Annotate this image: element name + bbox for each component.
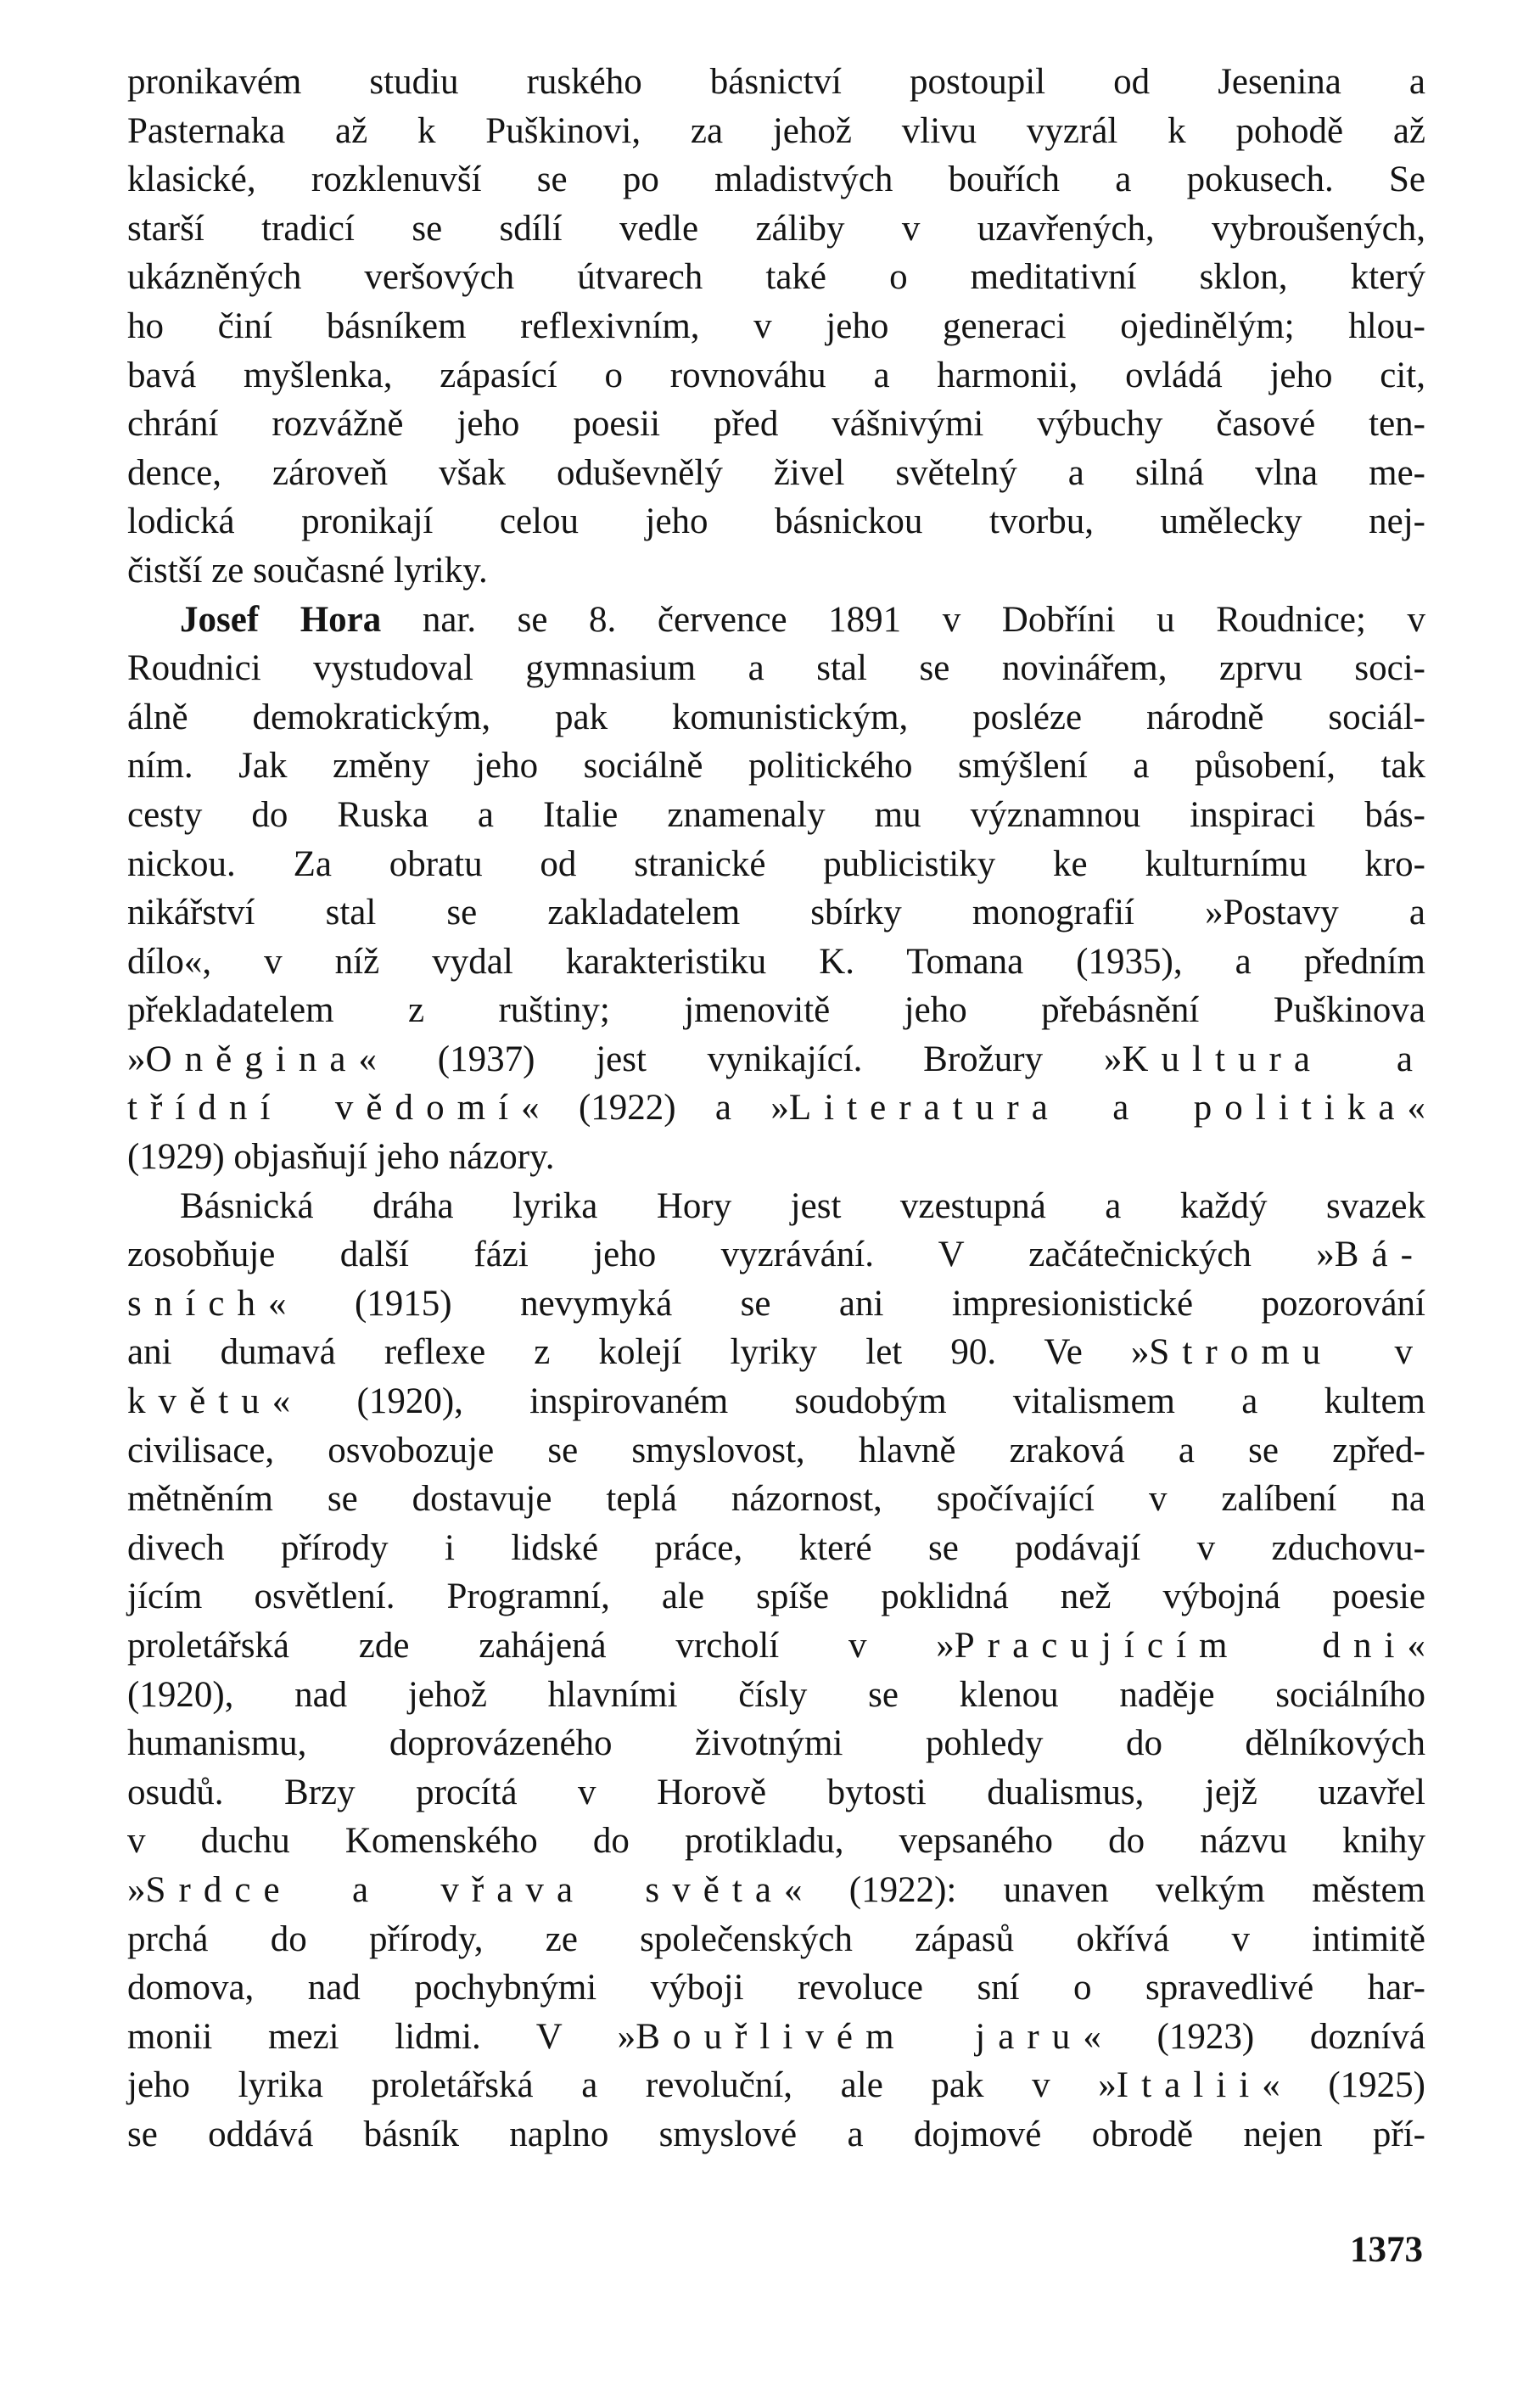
text-line: Josef Hora nar. se 8. července 1891 v Dobříni u Roudnice; v bbox=[180, 599, 1426, 640]
text-line: jícím osvětlení. Programní, ale spíše poklidná než výbojná poesie bbox=[127, 1577, 1425, 1617]
work-title: sních bbox=[127, 1283, 269, 1324]
text-line: bavá myšlenka, zápasící o rovnováhu a harmonii, ovládá jeho cit, bbox=[127, 355, 1425, 395]
work-title: Bouřlivém jaru bbox=[636, 2016, 1084, 2057]
text-line: cesty do Ruska a Italie znamenaly mu významnou inspiraci bás- bbox=[127, 794, 1425, 835]
text-line: ukázněných veršových útvarech také o meditativní sklon, který bbox=[127, 257, 1425, 298]
text-line: jeho lyrika proletářská a revoluční, ale pak v »Italii« (1925) bbox=[127, 2065, 1425, 2106]
text-line: domova, nad pochybnými výboji revoluce sní o spravedlivé har- bbox=[127, 1968, 1425, 2008]
text-line: mětněním se dostavuje teplá názornost, spočívající v zalíbení na bbox=[127, 1479, 1425, 1520]
paragraph-2 bbox=[127, 596, 1425, 1182]
text-line: nikářství stal se zakladatelem sbírky monografií »Postavy a bbox=[127, 893, 1425, 933]
text-line: překladatelem z ruštiny; jmenovitě jeho přebásnění Puškinova bbox=[127, 990, 1425, 1031]
work-title: třídní vědomí bbox=[127, 1088, 522, 1129]
work-title: Bá- bbox=[1334, 1235, 1425, 1275]
text-line: sních« (1915) nevymyká se ani impresionistické pozorování bbox=[127, 1283, 1425, 1324]
text-line: lodická pronikají celou jeho básnickou tvorbu, umělecky nej- bbox=[127, 501, 1425, 542]
text-line: dence, zároveň však oduševnělý živel světelný a silná vlna me- bbox=[127, 452, 1425, 493]
work-title: Kultura a bbox=[1122, 1039, 1425, 1079]
text-line: chrání rozvážně jeho poesii před vášnivými výbuchy časové ten- bbox=[127, 404, 1425, 445]
text-line: civilisace, osvobozuje se smyslovost, hlavně zraková a se zpřed- bbox=[127, 1430, 1425, 1470]
text-line: ho činí básníkem reflexivním, v jeho generaci ojedinělým; hlou- bbox=[127, 305, 1425, 346]
text-line: ním. Jak změny jeho sociálně politického smýšlení a působení, tak bbox=[127, 746, 1425, 787]
text-line: ani dumavá reflexe z kolejí lyriky let 90. Ve »Stromu v bbox=[127, 1332, 1425, 1373]
paragraph-3 bbox=[127, 1182, 1425, 2159]
text-line: proletářská zde zahájená vrcholí v »Pracujícím dni« bbox=[127, 1626, 1425, 1666]
work-title: Stromu v bbox=[1149, 1332, 1425, 1373]
text-line: divech přírody i lidské práce, které se podávají v zduchovu- bbox=[127, 1527, 1425, 1568]
text-line: Básnická dráha lyrika Hory jest vzestupná a každý svazek bbox=[180, 1185, 1425, 1226]
text-line: »Srdce a vřava světa« (1922): unaven velkým městem bbox=[127, 1869, 1425, 1910]
text-line: álně demokratickým, pak komunistickým, posléze národně sociál- bbox=[127, 697, 1425, 737]
text-line: v duchu Komenského do protikladu, vepsaného do názvu knihy bbox=[127, 1821, 1425, 1862]
text-line: nickou. Za obratu od stranické publicistiky ke kulturnímu kro- bbox=[127, 843, 1425, 884]
text-line: humanismu, doprovázeného životnými pohledy do dělníkových bbox=[127, 1723, 1425, 1764]
work-title: Srdce a vřava světa bbox=[145, 1869, 785, 1910]
work-title: květu bbox=[127, 1381, 272, 1422]
text-line: Pasternaka až k Puškinovi, za jehož vlivu vyzrál k pohodě až bbox=[127, 110, 1425, 151]
text-line: třídní vědomí« (1922) a »Literatura a politika« bbox=[127, 1088, 1425, 1129]
text-line: dílo«, v níž vydal karakteristiku K. Tomana (1935), a předním bbox=[127, 941, 1425, 982]
text-line: starší tradicí se sdílí vedle záliby v uzavřených, vybroušených, bbox=[127, 208, 1425, 249]
text-line: čistší ze současné lyriky. bbox=[127, 550, 488, 591]
text-line: osudů. Brzy procítá v Horově bytosti dualismus, jejž uzavřel bbox=[127, 1772, 1425, 1812]
text-line: pronikavém studiu ruského básnictví postoupil od Jesenina a bbox=[127, 62, 1425, 102]
text-line: (1929) objasňují jeho názory. bbox=[127, 1137, 555, 1178]
text-line: květu« (1920), inspirovaném soudobým vitalismem a kultem bbox=[127, 1381, 1425, 1422]
author-name: Josef Hora bbox=[180, 599, 382, 640]
text-line: »Oněgina« (1937) jest vynikající. Brožury »Kultura a bbox=[127, 1039, 1425, 1079]
text-line: (1920), nad jehož hlavními čísly se klenou naděje sociálního bbox=[127, 1674, 1425, 1715]
page-number: 1373 bbox=[1350, 2230, 1423, 2270]
text-line: zosobňuje další fázi jeho vyzrávání. V začátečnických »Bá- bbox=[127, 1235, 1425, 1275]
work-title: Literatura a politika bbox=[788, 1088, 1408, 1129]
work-title: Pracujícím dni bbox=[954, 1626, 1408, 1666]
text-line: monii mezi lidmi. V »Bouřlivém jaru« (1923) doznívá bbox=[127, 2016, 1425, 2057]
text-line: Roudnici vystudoval gymnasium a stal se novinářem, zprvu soci- bbox=[127, 648, 1425, 689]
work-title: Oněgina bbox=[145, 1039, 359, 1079]
work-title: Italii bbox=[1116, 2065, 1263, 2106]
text-line: klasické, rozklenuvší se po mladistvých bouřích a pokusech. Se bbox=[127, 160, 1425, 200]
text-line: se oddává básník naplno smyslové a dojmové obrodě nejen pří- bbox=[127, 2114, 1425, 2154]
text-line: prchá do přírody, ze společenských zápasů okřívá v intimitě bbox=[127, 1918, 1425, 1959]
document-page bbox=[127, 58, 1425, 2159]
paragraph-1 bbox=[127, 58, 1425, 596]
